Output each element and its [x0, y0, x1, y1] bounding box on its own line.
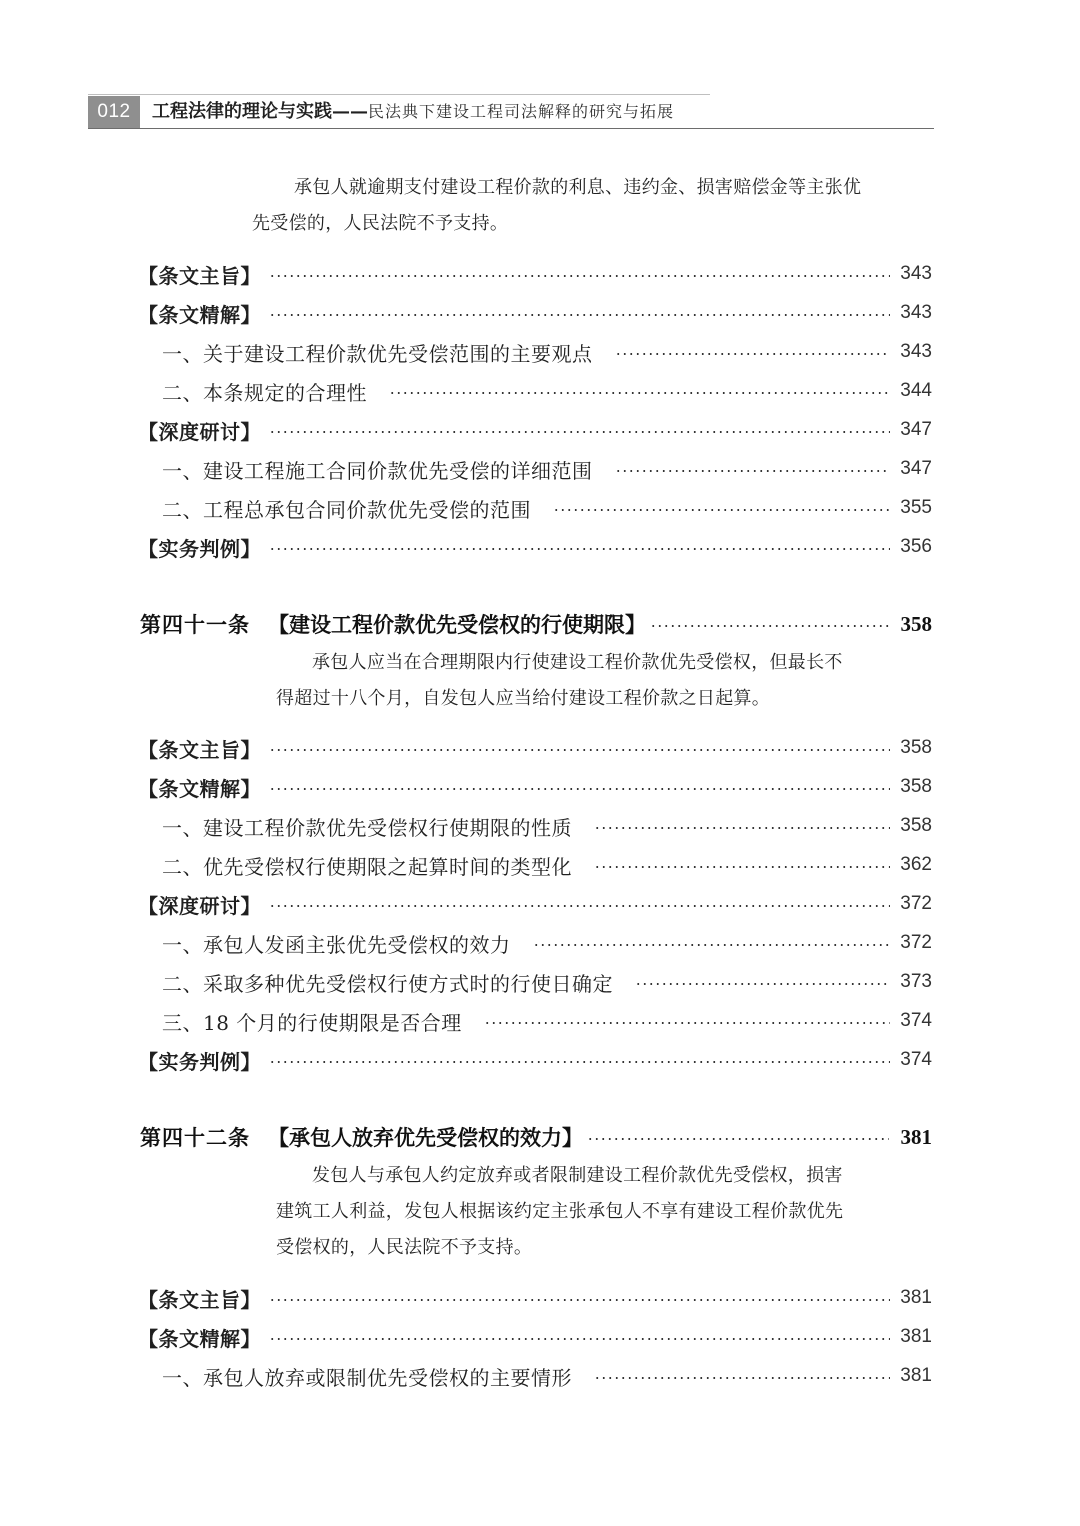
article-number: 第四十二条 — [140, 1125, 250, 1150]
toc-entry-page: 356 — [900, 536, 932, 557]
toc-entry-page: 343 — [900, 341, 932, 362]
leader-dots — [269, 905, 890, 907]
leader-dots — [269, 548, 890, 550]
leader-dots — [533, 944, 891, 946]
leader-dots — [389, 392, 890, 394]
toc-entry-page: 347 — [900, 458, 932, 479]
leader-dots — [484, 1022, 890, 1024]
toc-entry-label: 一、建设工程施工合同价款优先受偿的详细范围 — [162, 458, 593, 483]
page-number: 012 — [88, 96, 140, 128]
toc-entry-label: 二、本条规定的合理性 — [162, 380, 367, 405]
article-title: 【承包人放弃优先受偿权的效力】 — [268, 1125, 583, 1150]
toc-entry-page: 373 — [900, 971, 932, 992]
text-line: 建筑工人利益，发包人根据该约定主张承包人不享有建设工程价款优先 — [276, 1201, 844, 1222]
leader-dots — [269, 1338, 890, 1340]
toc-entry-page: 381 — [900, 1326, 932, 1347]
article-41-text — [276, 645, 876, 717]
toc-entry-label: 三、18 个月的行使期限是否合理 — [162, 1010, 462, 1035]
running-header — [88, 96, 934, 129]
text-line: 受偿权的，人民法院不予支持。 — [276, 1237, 533, 1258]
toc-entry-label: 【条文精解】 — [138, 1326, 261, 1351]
article-42-heading[interactable] — [140, 1122, 932, 1152]
toc-entry[interactable] — [162, 1361, 932, 1391]
book-title — [152, 96, 674, 128]
text-line: 承包人就逾期支付建设工程价款的利息、违约金、损害赔偿金等主张优 — [294, 177, 862, 198]
toc-entry[interactable] — [162, 811, 932, 841]
toc-entry-label: 二、工程总承包合同价款优先受偿的范围 — [162, 497, 531, 522]
toc-entry[interactable] — [162, 967, 932, 997]
toc-entry-page: 358 — [900, 737, 932, 758]
toc-entry-label: 【条文主旨】 — [138, 737, 261, 762]
leader-dots — [269, 275, 890, 277]
toc-entry-page: 358 — [900, 776, 932, 797]
toc-entry-page: 372 — [900, 932, 932, 953]
toc-entry-page: 362 — [900, 854, 932, 875]
toc-entry[interactable] — [138, 259, 932, 289]
header-top-rule — [88, 94, 710, 95]
toc-entry-page: 374 — [900, 1010, 932, 1031]
text-line: 承包人应当在合理期限内行使建设工程价款优先受偿权，但最长不 — [312, 652, 843, 673]
toc-entry-page: 374 — [900, 1049, 932, 1070]
toc-entry-label: 一、承包人放弃或限制优先受偿权的主要情形 — [162, 1365, 572, 1390]
leader-dots — [269, 1061, 890, 1063]
toc-entry[interactable] — [138, 298, 932, 328]
leader-dots — [269, 749, 890, 751]
leader-dots — [269, 314, 890, 316]
toc-entry-label: 【条文精解】 — [138, 776, 261, 801]
toc-entry[interactable] — [138, 889, 932, 919]
toc-entry-label: 二、优先受偿权行使期限之起算时间的类型化 — [162, 854, 572, 879]
book-title-main: 工程法律的理论与实践—— — [152, 101, 368, 122]
toc-entry-label: 【条文精解】 — [138, 302, 261, 327]
toc-entry-page: 347 — [900, 419, 932, 440]
toc-entry[interactable] — [162, 850, 932, 880]
leader-dots — [594, 827, 890, 829]
toc-entry-label: 【实务判例】 — [138, 1049, 261, 1074]
toc-entry-label: 一、承包人发函主张优先受偿权的效力 — [162, 932, 511, 957]
toc-entry[interactable] — [138, 532, 932, 562]
toc-entry-label: 【深度研讨】 — [138, 893, 261, 918]
book-subtitle: 民法典下建设工程司法解释的研究与拓展 — [368, 102, 675, 121]
toc-entry-label: 【条文主旨】 — [138, 263, 261, 288]
article-number: 第四十一条 — [140, 612, 250, 637]
text-line: 先受偿的，人民法院不予支持。 — [252, 213, 509, 234]
leader-dots — [553, 509, 890, 511]
toc-entry[interactable] — [162, 493, 932, 523]
text-line: 发包人与承包人约定放弃或者限制建设工程价款优先受偿权，损害 — [312, 1165, 843, 1186]
toc-entry[interactable] — [138, 772, 932, 802]
toc-entry-label: 一、关于建设工程价款优先受偿范围的主要观点 — [162, 341, 593, 366]
article-42-text — [276, 1158, 876, 1266]
toc-entry[interactable] — [138, 1045, 932, 1075]
leader-dots — [269, 788, 890, 790]
leader-dots — [587, 1138, 889, 1140]
leader-dots — [594, 1377, 890, 1379]
toc-entry[interactable] — [138, 733, 932, 763]
toc-entry-page: 381 — [900, 1365, 932, 1386]
toc-entry[interactable] — [162, 1006, 932, 1036]
toc-entry-page: 355 — [900, 497, 932, 518]
toc-entry-page: 343 — [900, 263, 932, 284]
toc-entry-page: 358 — [900, 815, 932, 836]
toc-entry[interactable] — [138, 1322, 932, 1352]
toc-entry[interactable] — [162, 928, 932, 958]
toc-entry[interactable] — [162, 454, 932, 484]
toc-entry-page: 343 — [900, 302, 932, 323]
article-40-text — [252, 170, 876, 242]
leader-dots — [594, 866, 890, 868]
toc-entry[interactable] — [162, 376, 932, 406]
toc-entry[interactable] — [138, 415, 932, 445]
toc-entry-label: 【实务判例】 — [138, 536, 261, 561]
toc-entry[interactable] — [138, 1283, 932, 1313]
leader-dots — [269, 431, 890, 433]
article-41-heading[interactable] — [140, 609, 932, 639]
leader-dots — [650, 625, 889, 627]
toc-entry-label: 一、建设工程价款优先受偿权行使期限的性质 — [162, 815, 572, 840]
leader-dots — [635, 983, 890, 985]
toc-entry[interactable] — [162, 337, 932, 367]
toc-entry-page: 381 — [900, 1287, 932, 1308]
leader-dots — [615, 470, 891, 472]
article-page: 381 — [900, 1124, 932, 1149]
toc-entry-page: 372 — [900, 893, 932, 914]
article-title: 【建设工程价款优先受偿权的行使期限】 — [268, 612, 646, 637]
leader-dots — [615, 353, 891, 355]
toc-entry-label: 二、采取多种优先受偿权行使方式时的行使日确定 — [162, 971, 613, 996]
text-line: 得超过十八个月，自发包人应当给付建设工程价款之日起算。 — [276, 688, 771, 709]
toc-entry-page: 344 — [900, 380, 932, 401]
article-page: 358 — [900, 611, 932, 636]
toc-entry-label: 【深度研讨】 — [138, 419, 261, 444]
leader-dots — [269, 1299, 890, 1301]
toc-entry-label: 【条文主旨】 — [138, 1287, 261, 1312]
